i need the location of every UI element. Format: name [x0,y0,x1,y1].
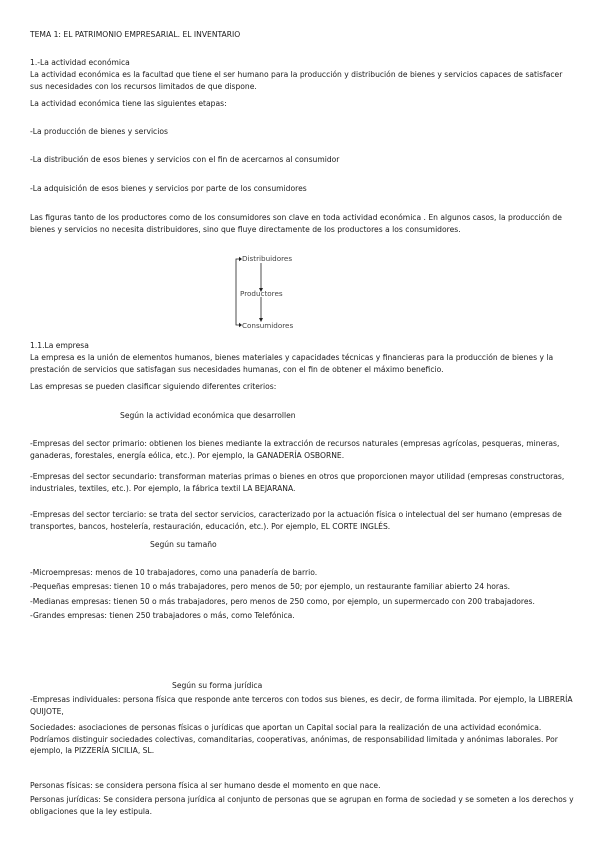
sector-terciario: -Empresas del sector terciario: se trata del sector servicios, caracterizado por la actuación física o intelectual del ser humano (empresas de transportes, bancos, hostelería, restauración, educación, etc.). Por ejemplo, EL CORTE INGLÉS. [30,510,562,531]
sector-primario: -Empresas del sector primario: obtienen los bienes mediante la extracción de recursos naturales (empresas agrícolas, pesqueras, mineras, ganaderas, forestales, energía eólica, etc.). Por ejemplo, la GANADERÍA OSBORNE. [30,439,560,460]
subheading-actividad: Según la actividad económica que desarrollen [120,411,296,420]
size-pequenas: -Pequeñas empresas: tienen 10 o más trabajadores, pero menos de 50; por ejemplo, un restaurante familiar abierto 24 horas. [30,582,511,591]
document-title: TEMA 1: EL PATRIMONIO EMPRESARIAL. EL INVENTARIO [30,30,241,39]
diagram-node-distribuidores: Distribuidores [242,254,293,263]
flow-diagram [228,253,328,333]
paragraph-definicion-actividad: La actividad económica es la facultad que tiene el ser humano para la producción y distribución de bienes y servicios capaces de satisfacer sus necesidades con los recursos limitados de que dispone. [30,70,563,91]
paragraph-figuras: Las figuras tanto de los productores como de los consumidores son clave en toda actividad económica . En algunos casos, la producción de bienes y servicios no necesita distribuidores, sino que fluye directamente de los productores a los consumidores. [30,213,562,234]
stage-produccion: -La producción de bienes y servicios [30,127,168,136]
paragraph-criterios: Las empresas se pueden clasificar siguiendo diferentes criterios: [30,382,277,391]
diagram-node-consumidores: Consumidores [242,321,294,330]
paragraph-etapas: La actividad económica tiene las siguientes etapas: [30,99,227,108]
section-heading-empresa: 1.1.La empresa [30,341,89,350]
stage-distribucion: -La distribución de esos bienes y servicios con el fin de acercarnos al consumidor [30,155,340,164]
personas-fisicas: Personas físicas: se considera persona física al ser humano desde el momento en que nace. [30,781,381,790]
subheading-tamano: Según su tamaño [150,540,217,549]
paragraph-definicion-empresa: La empresa es la unión de elementos humanos, bienes materiales y capacidades técnicas y financieras para la producción de bienes y la prestación de servicios que satisfagan sus necesidades humanas, con el fin de obtener el máximo beneficio. [30,353,554,374]
sector-secundario: -Empresas del sector secundario: transforman materias primas o bienes en otros que proporcionen mayor utilidad (empresas constructoras, industriales, textiles, etc.). Por ejemplo, la fábrica textil LA BEJARANA. [30,472,565,493]
personas-juridicas: Personas jurídicas: Se considera persona jurídica al conjunto de personas que se agrupan en forma de sociedad y se someten a los derechos y obligaciones que la ley estipula. [30,795,574,816]
subheading-forma-juridica: Según su forma jurídica [172,681,263,690]
size-grandes: -Grandes empresas: tienen 250 trabajadores o más, como Telefónica. [30,611,295,620]
section-heading-actividad: 1.-La actividad económica [30,58,130,67]
size-micro: -Microempresas: menos de 10 trabajadores, como una panadería de barrio. [30,568,318,577]
stage-adquisicion: -La adquisición de esos bienes y servicios por parte de los consumidores [30,184,307,193]
size-medianas: -Medianas empresas: tienen 50 o más trabajadores, pero menos de 250 como, por ejemplo, un supermercado con 200 trabajadores. [30,597,535,606]
empresas-individuales: -Empresas individuales: persona física que responde ante terceros con todos sus bienes, es decir, de forma ilimitada. Por ejemplo, la LIBRERÍA QUIJOTE, [30,695,573,716]
diagram-node-productores: Productores [240,289,283,298]
sociedades: Sociedades: asociaciones de personas físicas o jurídicas que aportan un Capital social para la realización de una actividad económica. Podríamos distinguir sociedades colectivas, comanditarias, cooperativas, anónimas, de responsabilidad limitada y anónimas laborales. Por ejemplo, la PIZZERÍA SICILIA, SL. [30,723,558,755]
